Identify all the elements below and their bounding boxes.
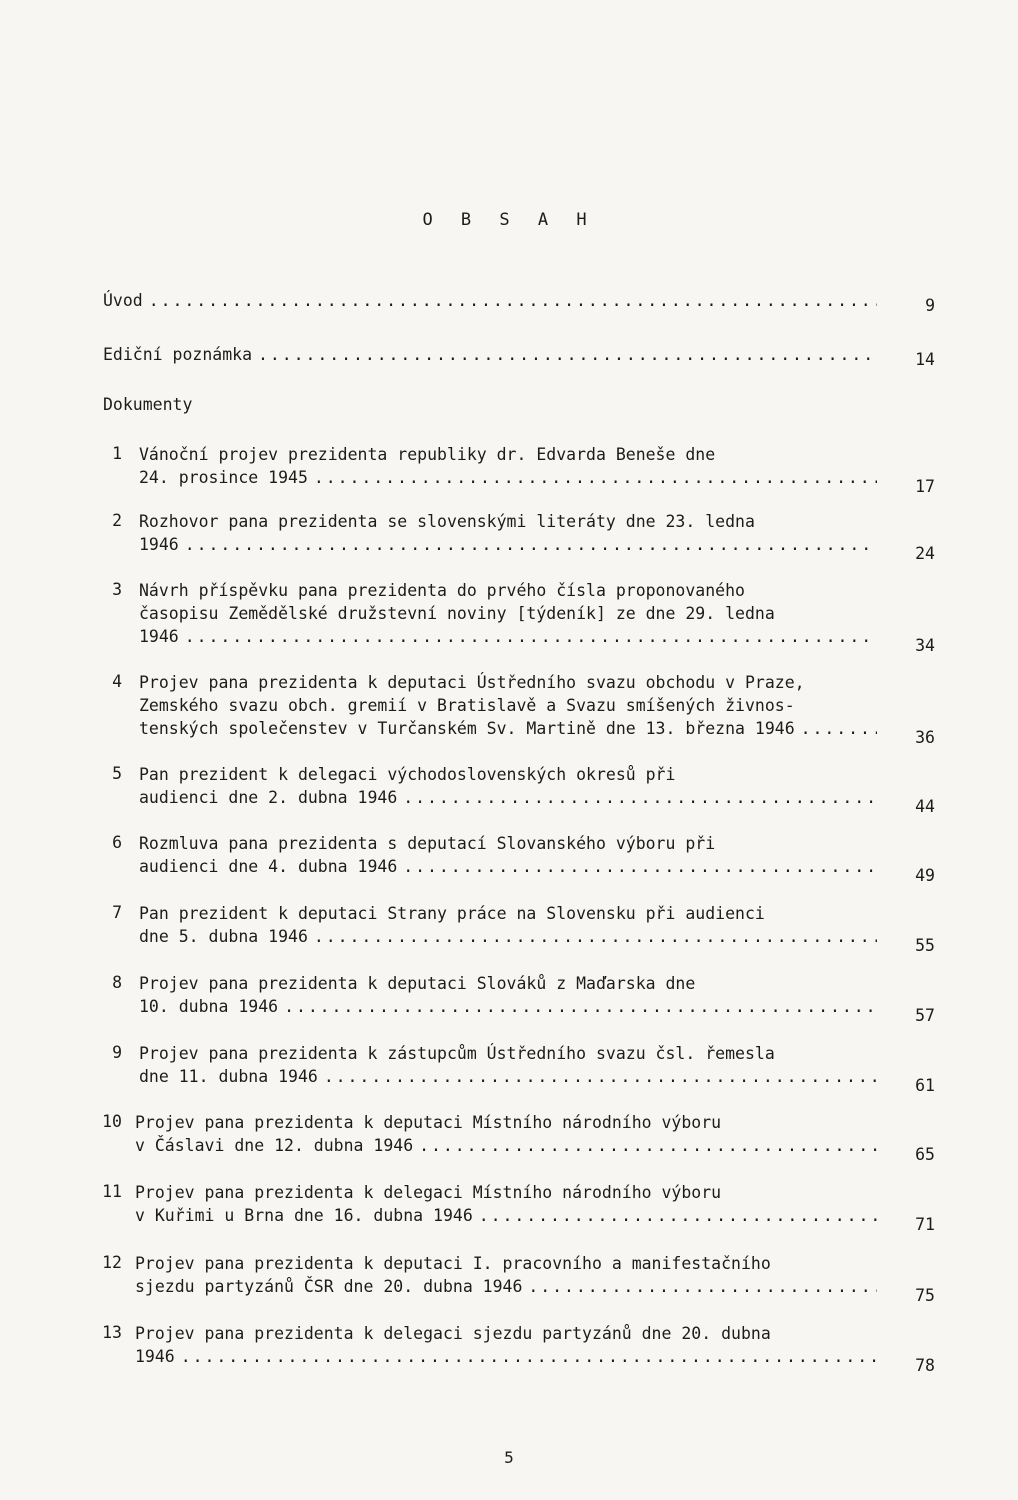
toc-entry-text: Zemského svazu obch. gremií v Bratislavě a Svazu smíšených živnos-	[139, 696, 795, 715]
toc-entry-number: 12	[102, 1253, 122, 1272]
toc-entry-text: v Kuřimi u Brna dne 16. dubna 1946	[135, 1206, 473, 1225]
toc-entry-text: Projev pana prezidenta k deputaci I. pracovního a manifestačního	[135, 1254, 771, 1273]
toc-entry-text: Projev pana prezidenta k delegaci sjezdu partyzánů dne 20. dubna	[135, 1324, 771, 1343]
leader-dots	[801, 718, 877, 740]
toc-entry-page: 34	[915, 636, 935, 655]
leader-dots	[314, 926, 877, 948]
toc-entry-page: 17	[915, 477, 935, 496]
toc-entry-number: 8	[112, 973, 122, 992]
toc-intro-page: 9	[925, 296, 935, 315]
toc-entry-number: 4	[112, 672, 122, 691]
toc-entry-text: Pan prezident k deputaci Strany práce na Slovensku při audienci	[139, 904, 765, 923]
toc-entry-number: 7	[112, 903, 122, 922]
toc-entry-line-last[interactable]	[139, 926, 883, 948]
toc-entry-line-last[interactable]	[135, 1205, 883, 1227]
toc-entry-line-last[interactable]	[139, 467, 883, 489]
page-title: O B S A H	[422, 210, 596, 230]
toc-entry-line[interactable]	[135, 1253, 771, 1275]
toc-intro-uvod[interactable]	[103, 290, 883, 312]
toc-entry-text: 1946	[139, 627, 179, 646]
toc-entry-number: 1	[112, 444, 122, 463]
toc-entry-text: 24. prosince 1945	[139, 468, 308, 487]
toc-entry-line[interactable]	[139, 973, 695, 995]
leader-dots	[324, 1066, 877, 1088]
leader-dots	[419, 1135, 877, 1157]
toc-entry-line[interactable]	[139, 672, 805, 694]
toc-entry-text: Projev pana prezidenta k deputaci Místního národního výboru	[135, 1113, 722, 1132]
toc-entry-page: 75	[915, 1286, 935, 1305]
section-label: Dokumenty	[103, 395, 193, 414]
toc-entry-text: audienci dne 2. dubna 1946	[139, 788, 398, 807]
leader-dots	[528, 1276, 877, 1298]
toc-entry-page: 24	[915, 544, 935, 563]
leader-dots	[258, 344, 877, 366]
toc-entry-text: Rozmluva pana prezidenta s deputací Slovanského výboru při	[139, 834, 716, 853]
toc-entry-number: 10	[102, 1112, 122, 1131]
toc-entry-page: 49	[915, 866, 935, 885]
leader-dots	[284, 996, 877, 1018]
toc-entry-text: dne 5. dubna 1946	[139, 927, 308, 946]
toc-entry-text: Projev pana prezidenta k delegaci Místního národního výboru	[135, 1183, 722, 1202]
toc-entry-text: dne 11. dubna 1946	[139, 1067, 318, 1086]
leader-dots	[185, 534, 877, 556]
toc-entry-text: 1946	[135, 1347, 175, 1366]
leader-dots	[149, 290, 877, 312]
toc-entry-line-last[interactable]	[139, 787, 883, 809]
leader-dots	[314, 467, 877, 489]
toc-entry-text: 10. dubna 1946	[139, 997, 279, 1016]
toc-entry-text: audienci dne 4. dubna 1946	[139, 857, 398, 876]
toc-entry-page: 36	[915, 728, 935, 747]
toc-entry-text: sjezdu partyzánů ČSR dne 20. dubna 1946	[135, 1277, 523, 1296]
toc-entry-line[interactable]	[139, 511, 755, 533]
toc-entry-text: v Čáslavi dne 12. dubna 1946	[135, 1136, 414, 1155]
toc-entry-text: Projev pana prezidenta k zástupcům Ústředního svazu čsl. řemesla	[139, 1044, 775, 1063]
toc-entry-line[interactable]	[139, 764, 675, 786]
toc-entry-line[interactable]	[139, 695, 795, 717]
toc-intro-edicni[interactable]	[103, 344, 883, 366]
toc-entry-page: 61	[915, 1076, 935, 1095]
toc-entry-number: 13	[102, 1323, 122, 1342]
toc-entry-text: Návrh příspěvku pana prezidenta do prvého čísla proponovaného	[139, 581, 745, 600]
leader-dots	[403, 856, 877, 878]
toc-entry-page: 55	[915, 936, 935, 955]
toc-entry-line-last[interactable]	[135, 1135, 883, 1157]
toc-entry-text: Vánoční projev prezidenta republiky dr. Edvarda Beneše dne	[139, 445, 716, 464]
toc-entry-number: 6	[112, 833, 122, 852]
toc-entry-line-last[interactable]	[139, 718, 883, 740]
toc-entry-line-last[interactable]	[135, 1346, 883, 1368]
toc-entry-page: 71	[915, 1215, 935, 1234]
toc-entry-line[interactable]	[139, 444, 715, 466]
page-number: 5	[504, 1448, 514, 1467]
toc-entry-line[interactable]	[135, 1182, 721, 1204]
toc-entry-text: Rozhovor pana prezidenta se slovenskými literáty dne 23. ledna	[139, 512, 755, 531]
leader-dots	[479, 1205, 877, 1227]
toc-entry-page: 57	[915, 1006, 935, 1025]
toc-entry-line-last[interactable]	[139, 856, 883, 878]
toc-entry-number: 5	[112, 764, 122, 783]
leader-dots	[185, 626, 877, 648]
toc-entry-line[interactable]	[139, 580, 745, 602]
leader-dots	[403, 787, 877, 809]
toc-entry-line[interactable]	[139, 603, 775, 625]
toc-entry-number: 11	[102, 1182, 122, 1201]
toc-entry-line-last[interactable]	[139, 534, 883, 556]
toc-entry-text: tenských společenstev v Turčanském Sv. Martině dne 13. března 1946	[139, 719, 795, 738]
toc-entry-line-last[interactable]	[139, 626, 883, 648]
toc-entry-line-last[interactable]	[139, 1066, 883, 1088]
toc-entry-text: Projev pana prezidenta k deputaci Slováků z Maďarska dne	[139, 974, 696, 993]
toc-entry-line[interactable]	[135, 1323, 771, 1345]
toc-entry-page: 78	[915, 1356, 935, 1375]
toc-entry-line[interactable]	[139, 833, 715, 855]
toc-intro-page: 14	[915, 350, 935, 369]
toc-entry-number: 9	[112, 1043, 122, 1062]
toc-entry-line-last[interactable]	[139, 996, 883, 1018]
toc-entry-text: 1946	[139, 535, 179, 554]
toc-intro-label: Ediční poznámka	[103, 345, 253, 364]
toc-entry-page: 65	[915, 1145, 935, 1164]
toc-entry-line[interactable]	[139, 903, 765, 925]
toc-entry-text: Projev pana prezidenta k deputaci Ústředního svazu obchodu v Praze,	[139, 673, 805, 692]
leader-dots	[181, 1346, 877, 1368]
toc-entry-line-last[interactable]	[135, 1276, 883, 1298]
toc-entry-text: Pan prezident k delegaci východoslovenských okresů při	[139, 765, 676, 784]
toc-intro-label: Úvod	[103, 291, 143, 310]
toc-entry-line[interactable]	[135, 1112, 721, 1134]
toc-entry-number: 3	[112, 580, 122, 599]
toc-entry-line[interactable]	[139, 1043, 775, 1065]
toc-entry-text: časopisu Zemědělské družstevní noviny [týdeník] ze dne 29. ledna	[139, 604, 775, 623]
toc-entry-page: 44	[915, 797, 935, 816]
toc-entry-number: 2	[112, 511, 122, 530]
